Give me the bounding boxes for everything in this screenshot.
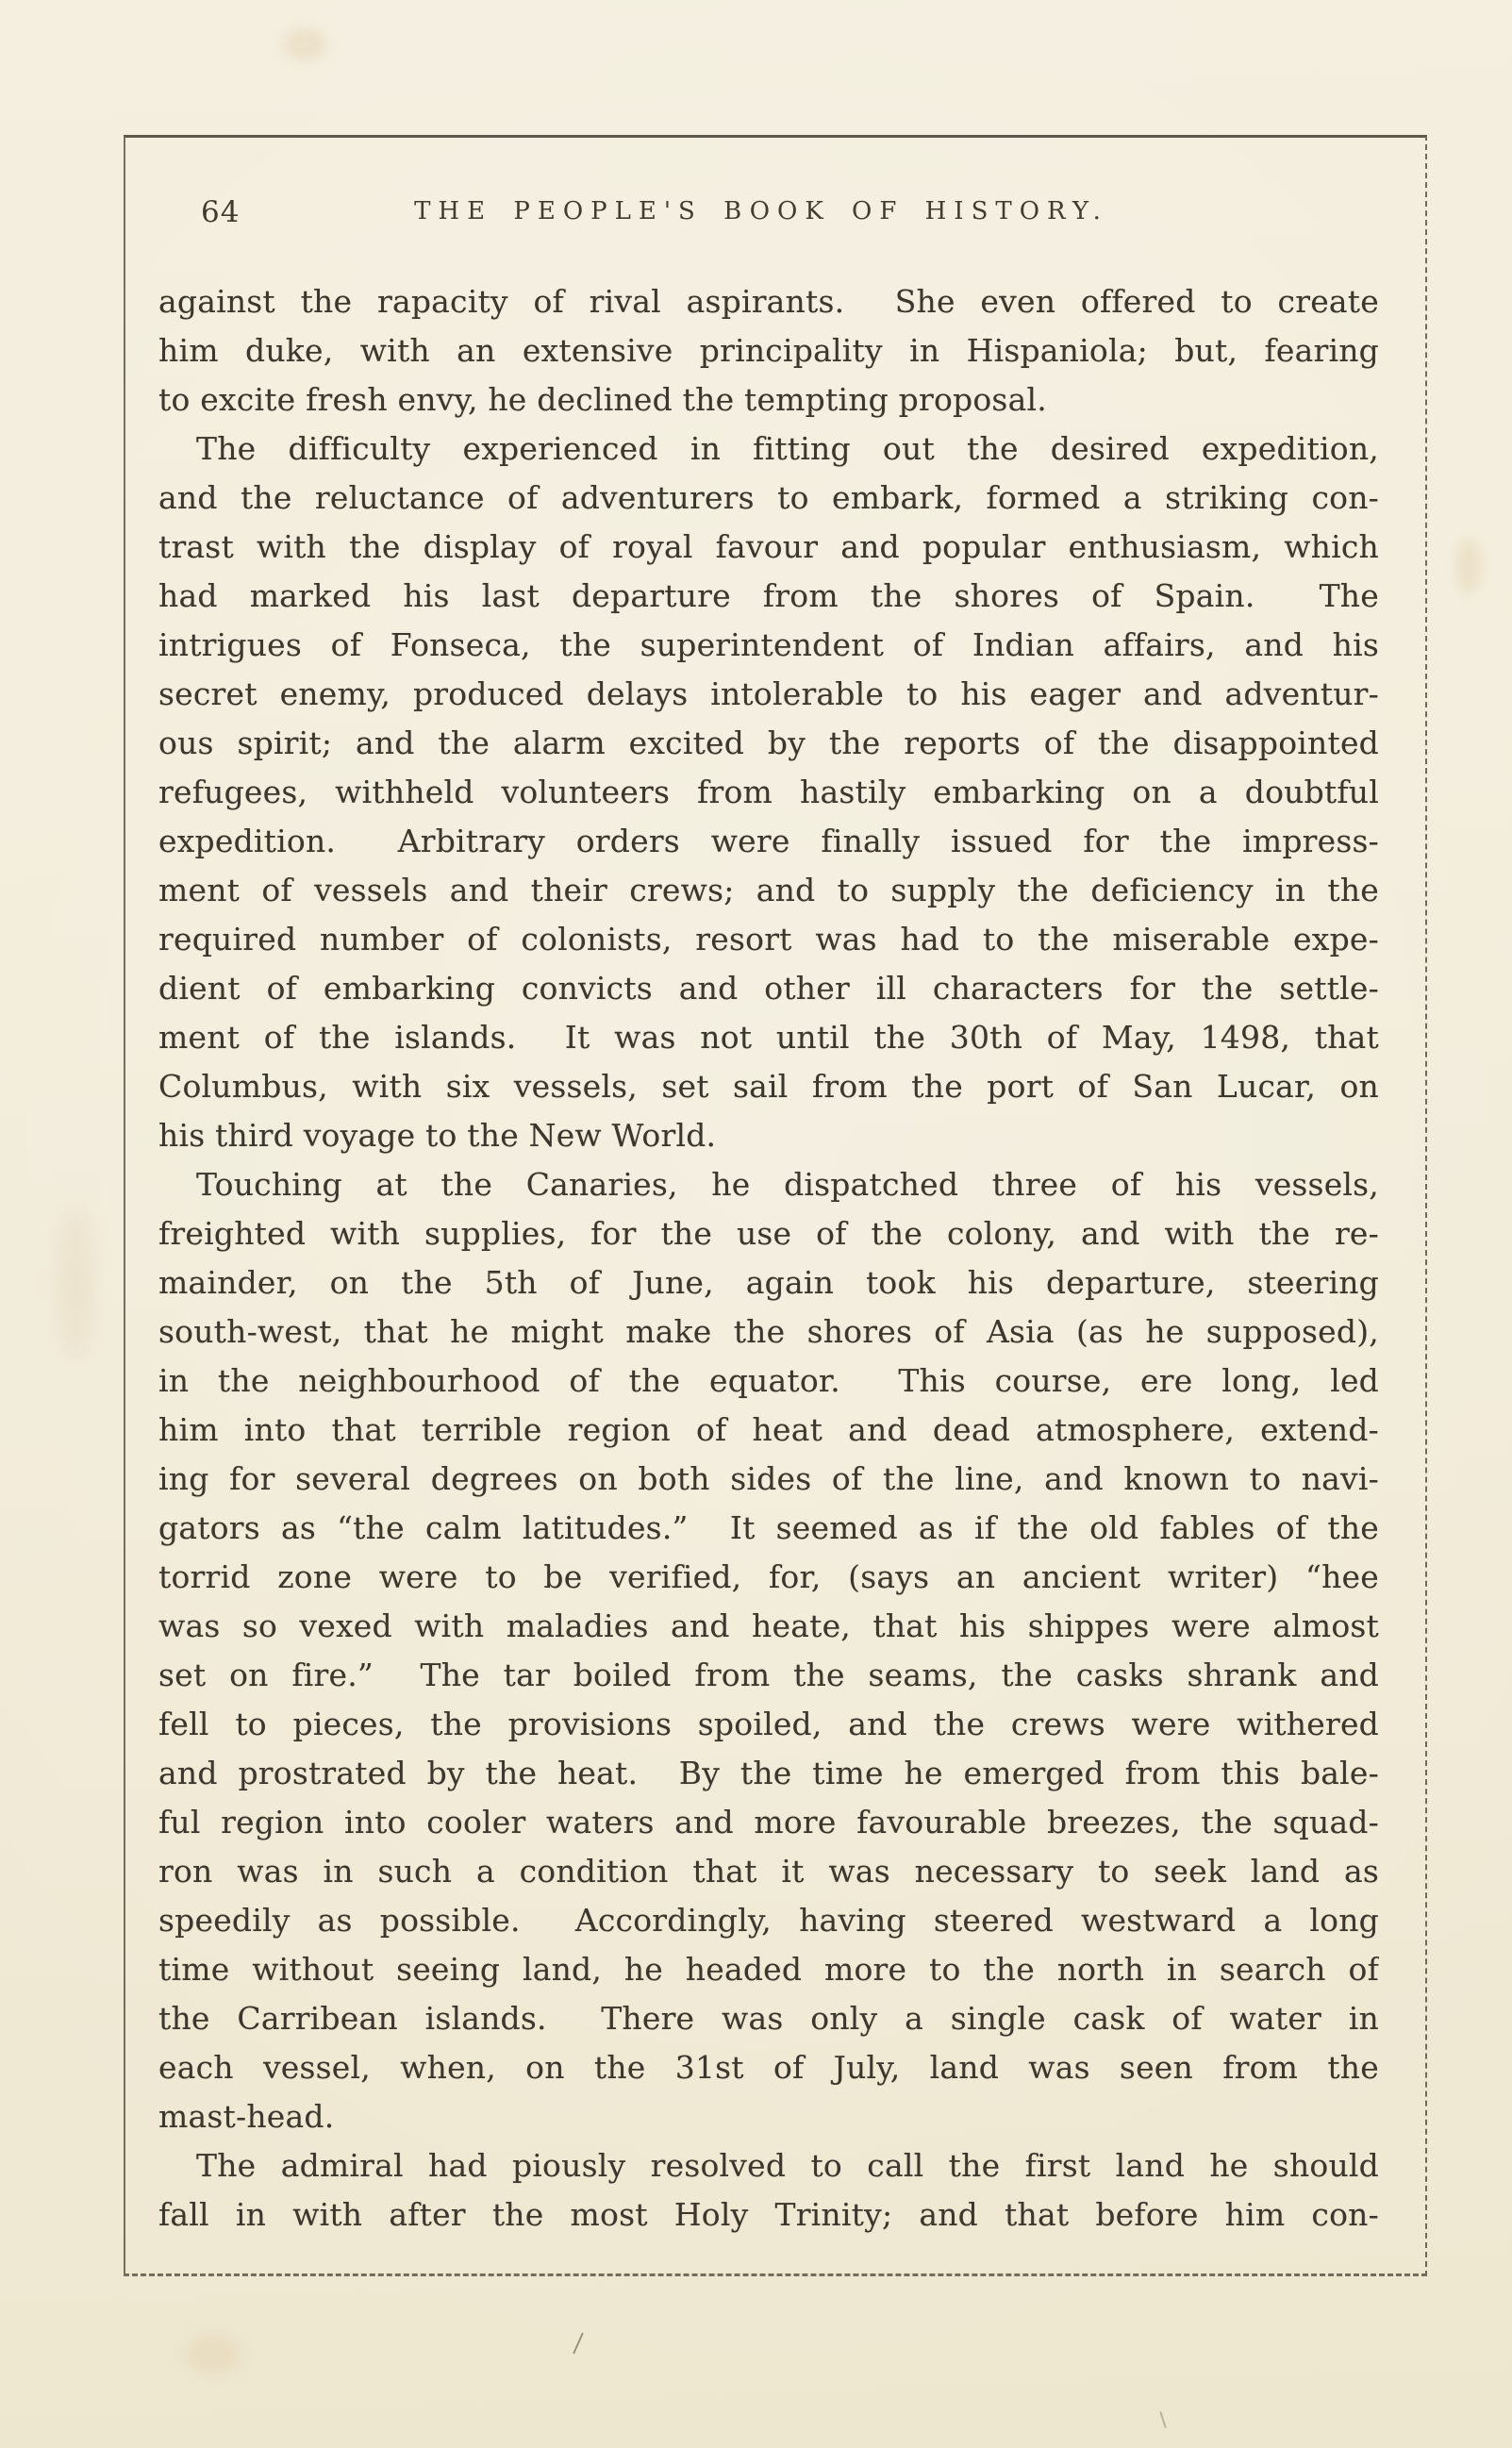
text-line: The admiral had piously resolved to call the first land he should <box>196 2147 1379 2184</box>
text-line: and the reluctance of adventurers to embark, formed a striking con- <box>158 479 1379 516</box>
text-line: intrigues of Fonseca, the superintendent of Indian affairs, and his <box>158 626 1379 663</box>
text-line: to excite fresh envy, he declined the tempting proposal. <box>158 381 1047 418</box>
running-head: THE PEOPLE'S BOOK OF HISTORY. <box>414 197 1108 225</box>
text-line: ron was in such a condition that it was necessary to seek land as <box>158 1853 1379 1890</box>
text-line: in the neighbourhood of the equator. This course, ere long, led <box>158 1362 1379 1399</box>
text-line: speedily as possible. Accordingly, having steered westward a long <box>158 1902 1379 1939</box>
text-line: ment of the islands. It was not until the 30th of May, 1498, that <box>158 1019 1379 1056</box>
paragraph <box>158 2141 1379 2240</box>
text-line: the Carribean islands. There was only a single cask of water in <box>158 2000 1379 2037</box>
text-line: ment of vessels and their crews; and to supply the deficiency in the <box>158 872 1379 908</box>
text-line: secret enemy, produced delays intolerable to his eager and adventur- <box>158 675 1379 712</box>
text-line: Touching at the Canaries, he dispatched three of his vessels, <box>196 1166 1379 1203</box>
text-line: set on fire.” The tar boiled from the seams, the casks shrank and <box>158 1657 1379 1693</box>
text-line: dient of embarking convicts and other ill characters for the settle- <box>158 970 1379 1007</box>
body-text <box>158 277 1379 2240</box>
text-line: mast-head. <box>158 2098 335 2135</box>
page-header <box>125 192 1425 233</box>
text-line: and prostrated by the heat. By the time he emerged from this bale- <box>158 1755 1379 1791</box>
text-line: trast with the display of royal favour and popular enthusiasm, which <box>158 528 1379 565</box>
text-line: time without seeing land, he headed more to the north in search of <box>158 1951 1379 1988</box>
text-line: was so vexed with maladies and heate, that his shippes were almost <box>158 1607 1379 1644</box>
text-line: fell to pieces, the provisions spoiled, and the crews were withered <box>158 1706 1379 1742</box>
text-line: each vessel, when, on the 31st of July, land was seen from the <box>158 2049 1379 2086</box>
paper-stain <box>57 1207 94 1358</box>
page-number: 64 <box>201 195 241 229</box>
paragraph <box>158 425 1379 1160</box>
paragraph <box>158 277 1379 425</box>
text-line: required number of colonists, resort was had to the miserable expe- <box>158 921 1379 958</box>
pen-mark <box>573 2333 584 2355</box>
text-line: freighted with supplies, for the use of the colony, and with the re- <box>158 1215 1379 1252</box>
text-line: The difficulty experienced in fitting out the desired expedition, <box>196 430 1379 467</box>
paper-stain <box>185 2336 241 2373</box>
text-line: him duke, with an extensive principality in Hispaniola; but, fearing <box>158 332 1379 369</box>
text-line: fall in with after the most Holy Trinity; and that before him con- <box>158 2196 1379 2233</box>
text-line: ing for several degrees on both sides of the line, and known to navi- <box>158 1460 1379 1497</box>
text-line: expedition. Arbitrary orders were finally issued for the impress- <box>158 823 1379 859</box>
text-line: his third voyage to the New World. <box>158 1117 717 1154</box>
text-line: ous spirit; and the alarm excited by the reports of the disappointed <box>158 724 1379 761</box>
paper-stain <box>283 28 326 60</box>
paper-stain <box>1456 538 1481 594</box>
text-line: Columbus, with six vessels, set sail from the port of San Lucar, on <box>158 1068 1379 1105</box>
text-line: him into that terrible region of heat and dead atmosphere, extend- <box>158 1411 1379 1448</box>
text-line: torrid zone were to be verified, for, (says an ancient writer) “hee <box>158 1558 1379 1595</box>
text-line: had marked his last departure from the shores of Spain. The <box>158 577 1379 614</box>
text-line: mainder, on the 5th of June, again took his departure, steering <box>158 1264 1379 1301</box>
text-line: against the rapacity of rival aspirants. She even offered to create <box>158 283 1379 320</box>
pen-mark <box>1159 2411 1166 2428</box>
text-line: south-west, that he might make the shores of Asia (as he supposed), <box>158 1313 1379 1350</box>
text-line: ful region into cooler waters and more favourable breezes, the squad- <box>158 1804 1379 1840</box>
paragraph <box>158 1160 1379 2141</box>
page-border-frame <box>124 135 1427 2276</box>
text-line: refugees, withheld volunteers from hastily embarking on a doubtful <box>158 774 1379 810</box>
text-line: gators as “the calm latitudes.” It seemed as if the old fables of the <box>158 1509 1379 1546</box>
